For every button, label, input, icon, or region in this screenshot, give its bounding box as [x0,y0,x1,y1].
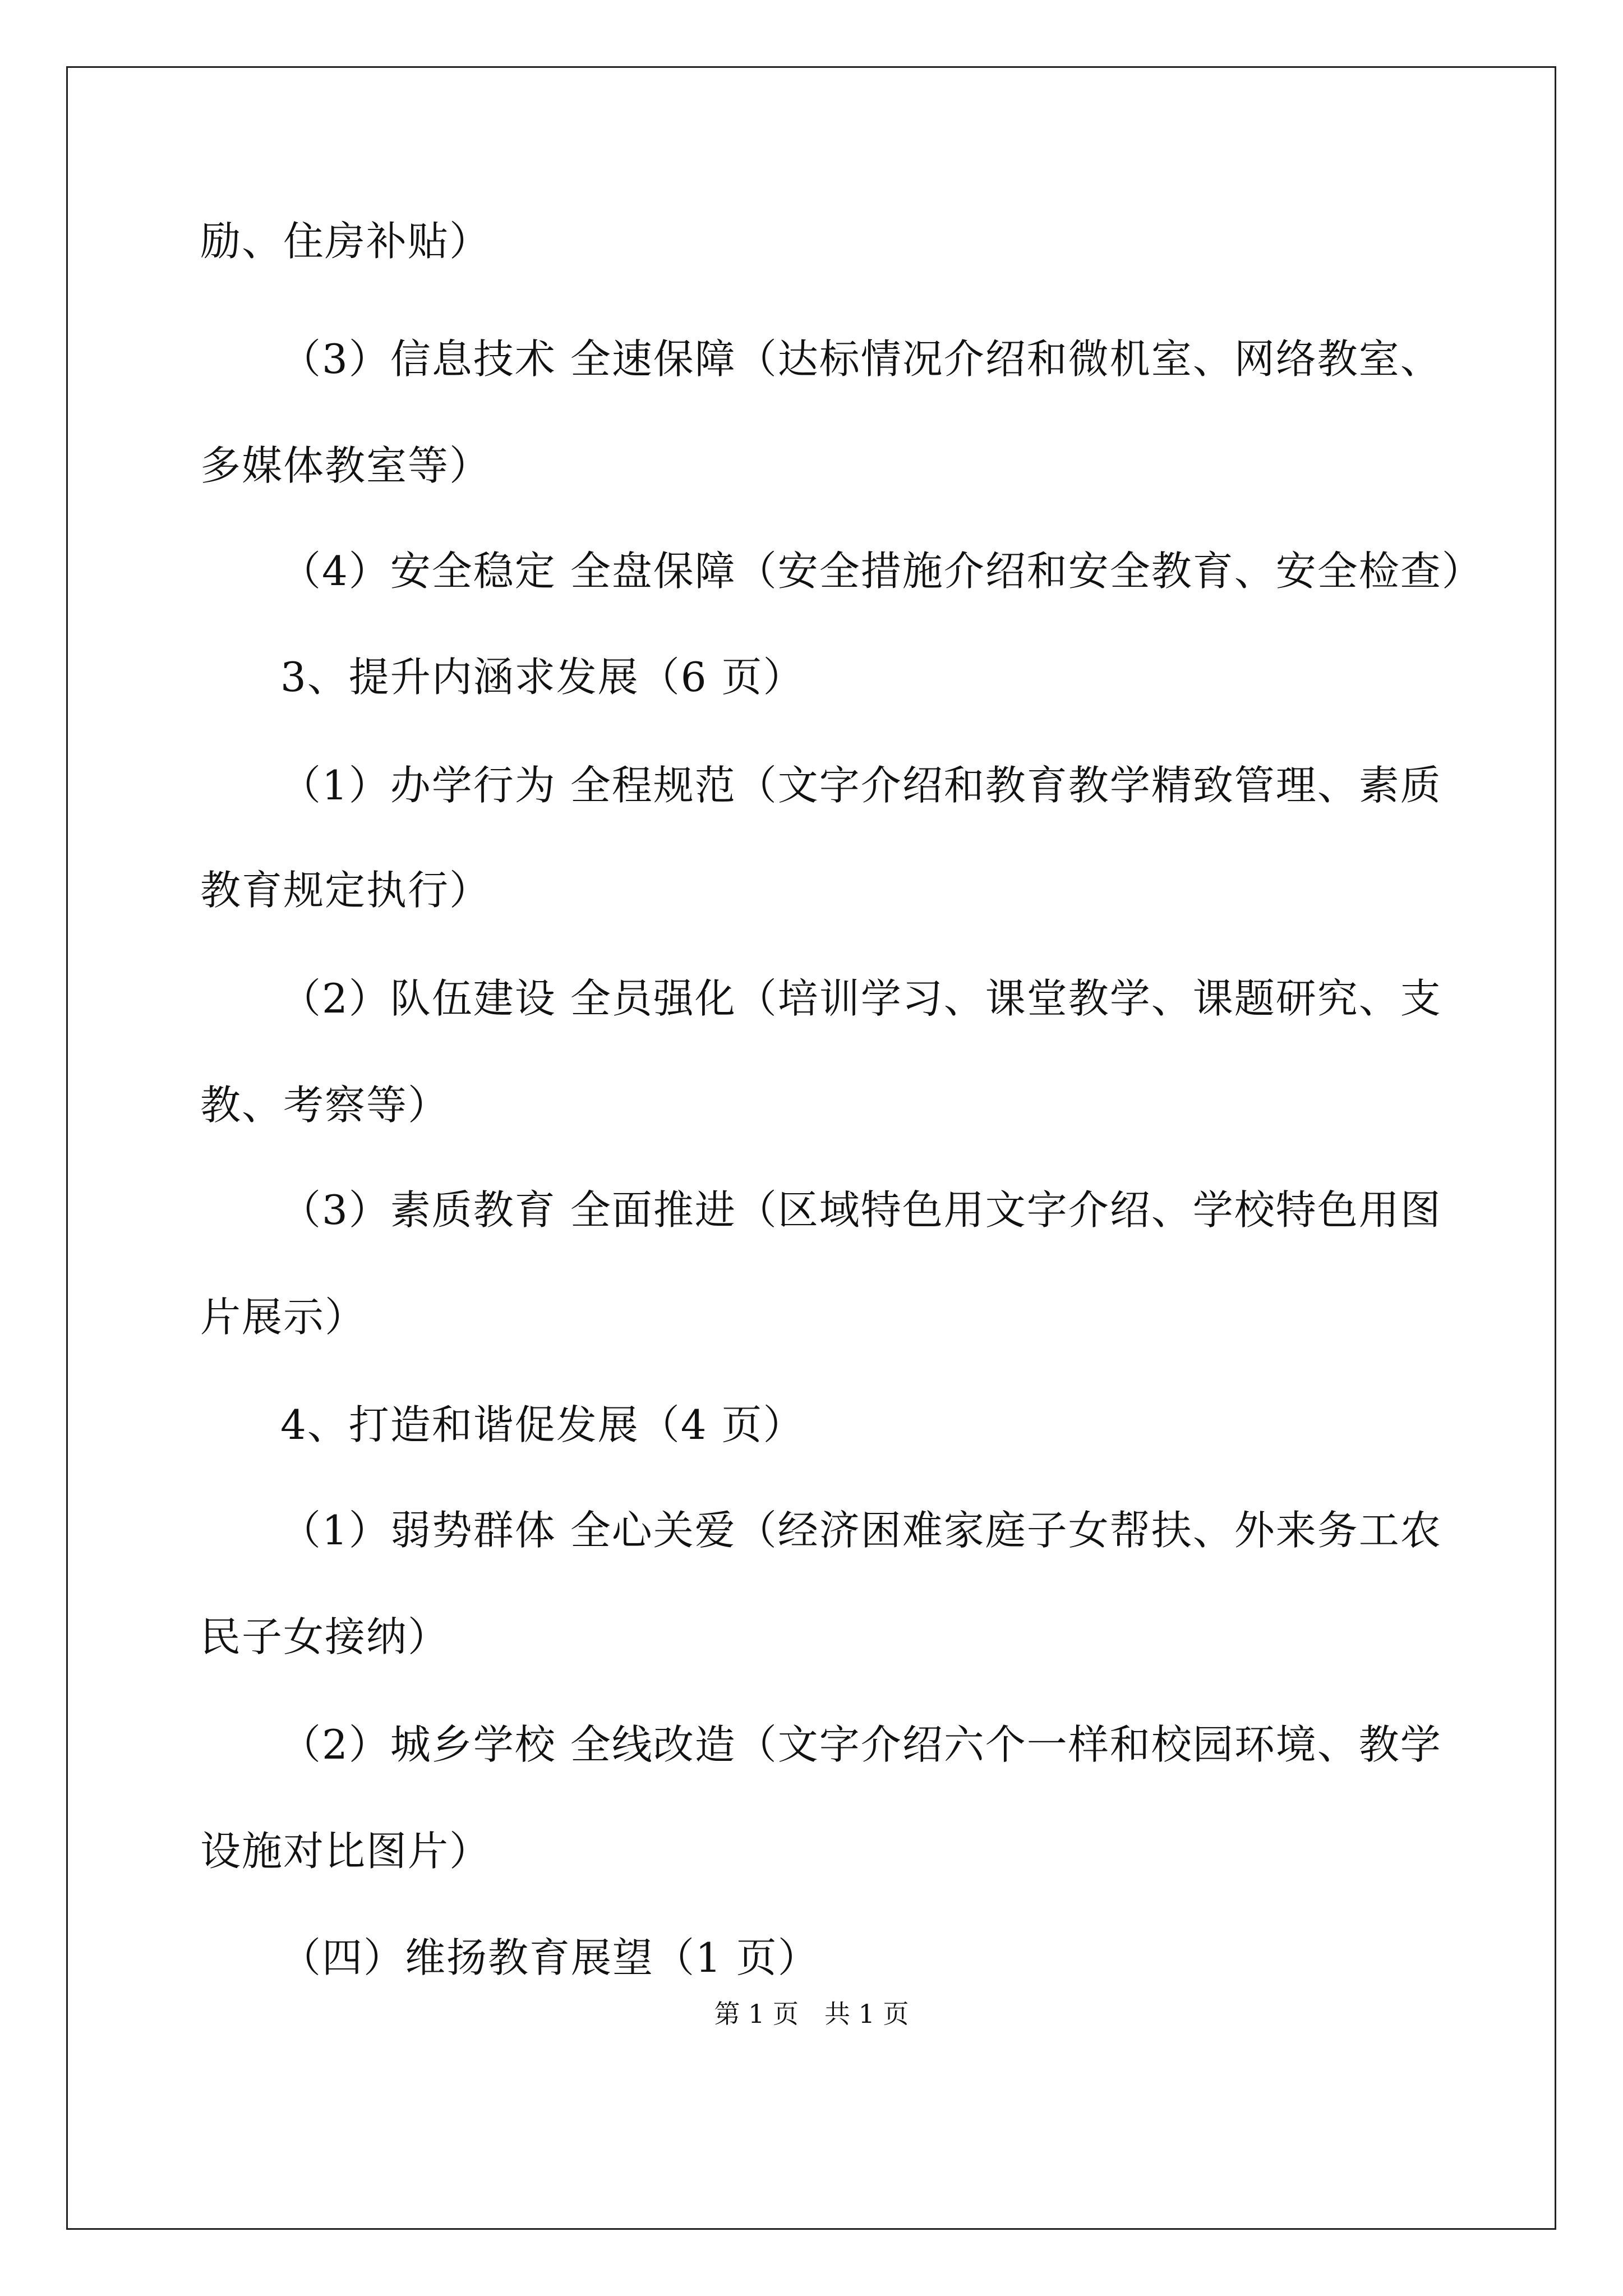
text-line: （1）弱势群体 全心关爱（经济困难家庭子女帮扶、外来务工农 [280,1507,1442,1554]
section-heading: 3、提升内涵求发展（6 页） [280,654,805,701]
section-heading: （四）维扬教育展望（1 页） [280,1934,819,1981]
text-line: 教、考察等） [200,1082,450,1129]
text-line: 励、住房补贴） [200,218,491,265]
section-heading: 4、打造和谐促发展（4 页） [280,1401,805,1448]
page-border [66,66,1556,2230]
text-line: （2）城乡学校 全线改造（文字介绍六个一样和校园环境、教学 [280,1721,1442,1768]
page-number-footer: 第 1 页 共 1 页 [714,1999,909,2029]
text-line: （1）办学行为 全程规范（文字介绍和教育教学精致管理、素质 [280,762,1442,809]
text-line: 教育规定执行） [200,867,491,914]
text-line: （3）信息技术 全速保障（达标情况介绍和微机室、网络教室、 [280,335,1442,383]
text-line: 多媒体教室等） [200,442,491,489]
text-line: （2）队伍建设 全员强化（培训学习、课堂教学、课题研究、支 [280,975,1442,1022]
text-line: （4）安全稳定 全盘保障（安全措施介绍和安全教育、安全检查） [280,547,1483,595]
text-line: 设施对比图片） [200,1828,491,1875]
text-line: 片展示） [200,1294,367,1341]
text-line: （3）素质教育 全面推进（区域特色用文字介绍、学校特色用图 [280,1186,1442,1234]
text-line: 民子女接纳） [200,1613,450,1660]
